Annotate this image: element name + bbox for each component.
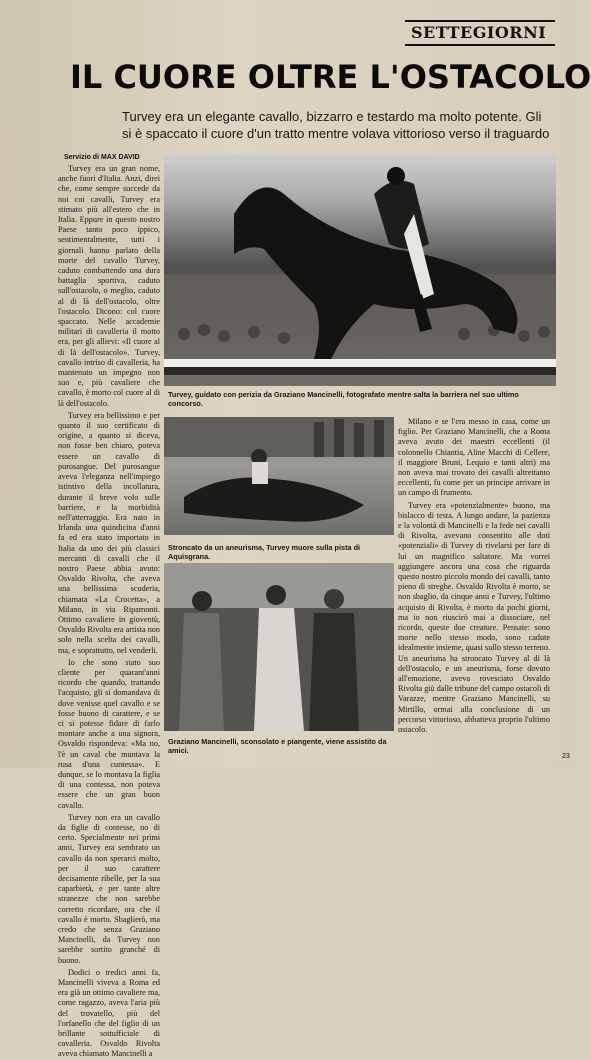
- paragraph: Milano e se l'era messo in casa, come un figlio. Per Graziano Mancinelli, che a Roma aveva avuto dei maestri eccellenti (il colonnello Chiantia, Aline Macchi di Cellere, il maggiore Bruni, Lequio e tanti altri) ma non aveva mai trovato dei cavalli altrettanto eccellenti, fu come per un principe arrivare in un campo di frumento.: [398, 417, 550, 498]
- page-number: 23: [562, 753, 570, 760]
- paragraph: Turvey non era un cavallo da figlie di contesse, no di certo. Specialmente nei primi anni, Turvey era sembrato un cavallo da non sperarci molto, per il suo carattere decisamente ribelle, per la sua caparbietà, e per tante altre stranezze che non sarebbe corretto ricordare, ora che il cavallo è morto. Sbaglierò, ma credo che senza Graziano Mancinelli, da Turvey non sarebbe sortito granché di buono.: [58, 812, 160, 965]
- byline: Servizio di MAX DAVID: [64, 154, 140, 161]
- section-masthead: [405, 20, 555, 46]
- article-column-3: [398, 417, 550, 735]
- rider-consoled-illustration: [164, 563, 394, 731]
- paragraph: Io che sono stato suo cliente per quarant'anni ricordo che quando, trattando l'acquisto, gli si domandava di dove venisse quel cavallo e se fosse buono di carattere, e se ci si potesse fidare di farlo montare anche a una signora, Osvaldo rispondeva: «Ma no, l'è un caval che muntava la rusa d'una cuntessa». E dunque, se lo montava la figlia di una contessa, non poteva essere che un gran buon cavallo.: [58, 657, 160, 810]
- paragraph: Turvey era un gran nome, anche fuori d'Italia. Anzi, direi che, come sempre succede da noi coi cavalli, Turvey era stimato più all'estero che in Italia. Eppure in questo nostro Paese tanto poco ippico, sentimentalmente, tutti i giornali hanno parlato della morte del cavallo Turvey, caduto combattendo una dura battaglia sportiva, caduto sull'ostacolo, o meglio, caduto al di là dell'ostacolo, oltre l'ostacolo. Dicono: col cuore spaccato. Nelle accademie militari di cavalleria il motto era, per gli allievi: «Il cuore al di là dell'ostacolo». Turvey, cavallo intriso di cavalleria, ha mantenuto un impegno non suo e, più cavaliere che cavallo, è morto col cuore al di là dell'ostacolo.: [58, 164, 160, 408]
- photo-horse-jumping: [164, 154, 556, 386]
- paragraph: Turvey era «potenzialmente» buono, ma bislacco di testa. A lungo andare, la pazienza e la volontà di Mancinelli e la fede nei cavalli di Rivolta, avevano consentito alle doti «potenziali» di Turvey di rivelarsi per fare di lui un magnifico saltatore. Ma vorrei aggiungere ancora una cosa che riguarda questo nostro piccolo mondo dei cavalli, tanto pieno di streghe. Osvaldo Rivolta è morto, se non sbaglio, da cinque anni e Turvey, l'ultimo acquisto di Rivolta, è morto da pochi giorni, ma io non riuscirò mai a dissociare, nel ricordo, queste due creature. Pensate: sono morte nello stesso modo, sono cadute idealmente insieme, quasi sullo stesso terreno. Un aneurisma ha stroncato Turvey al di là dell'ostacolo, e un aneurisma, forse dovuto all'emozione, aveva rovesciato Osvaldo Rivolta giù dalle tribune del campo ostacoli di Varazze, mentre Graziano Mancinelli, su Mirtillo, ormai alla conclusione di un percorso vittorioso, abbatteva proprio l'ultimo ostacolo.: [398, 500, 550, 735]
- section-name: SETTEGIORNI: [411, 23, 547, 42]
- photo-horse-fallen: [164, 417, 394, 535]
- horse-jump-illustration: [164, 154, 556, 386]
- standfirst: Turvey era un elegante cavallo, bizzarro e testardo ma molto potente. Gli si è spaccato il cuore d'un tratto mentre volava vittorioso verso il traguardo: [122, 109, 550, 141]
- paragraph: Turvey era bellissimo e per quanto il suo certificato di origine, a quanto si diceva, non fosse ben chiaro, poteva essere un cavallo di purosangue. Del purosangue aveva l'eleganza nell'impiego istintivo della incollatura, durante il breve volo sulle barriere, e la morbidità nell'atterraggio. Era nato in Irlanda una quindicina d'anni fa ed era stato importato in Italia da uno dei più classici mercanti di cavalli che il nostro Paese abbia avuto: Osvaldo Rivolta, che aveva una bellissima scuderia, chiamata «La Crocetta», a Milano, in via Ripamonti. Ottimo cavaliere in gioventù, Osvaldo Rivolta era artista non solo nella scelta dei cavalli, ma, e soprattutto, nel venderli.: [58, 410, 160, 655]
- fallen-horse-illustration: [164, 417, 394, 535]
- paragraph: Dodici o tredici anni fa, Mancinelli viveva a Roma ed era già un ottimo cavaliere ma, come ragazzo, aveva l'aria più del trovatello, più del l'orfanello che del figlio di un brillante sottufficiale di cavalleria. Osvaldo Rivolta aveva chiamato Mancinelli a: [58, 967, 160, 1059]
- photo-rider-consoled: [164, 563, 394, 731]
- article-column-1: [58, 164, 160, 1059]
- caption-photo-2: Stroncato da un aneurisma, Turvey muore sulla pista di Aquisgrana.: [168, 543, 361, 561]
- headline: IL CUORE OLTRE L'OSTACOLO: [70, 58, 591, 96]
- caption-photo-3: Graziano Mancinelli, sconsolato e piangente, viene assistito da amici.: [168, 737, 387, 755]
- caption-photo-1: Turvey, guidato con perizia da Graziano Mancinelli, fotografato mentre salta la barriera nel suo ultimo concorso.: [168, 390, 519, 408]
